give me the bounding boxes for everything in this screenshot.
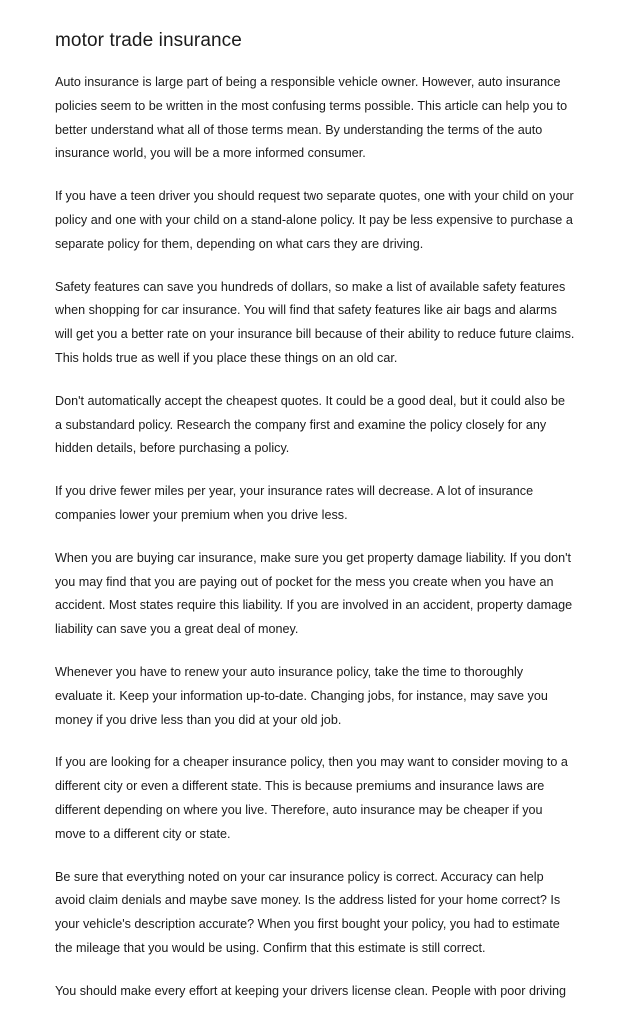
- text-line: Be sure that everything noted on your car insurance policy is correct. Accuracy can help: [55, 869, 544, 884]
- text-line: when shopping for car insurance. You will find that safety features like air bags and alarms: [55, 303, 557, 318]
- paragraph: [55, 480, 595, 528]
- text-line: you may find that you are paying out of pocket for the mess you create when you have an: [55, 574, 554, 589]
- paragraph: [55, 71, 595, 166]
- paragraph: [55, 185, 595, 256]
- text-line: Safety features can save you hundreds of dollars, so make a list of available safety features: [55, 279, 566, 294]
- paragraph: [55, 866, 595, 961]
- paragraph: [55, 661, 595, 732]
- text-line: accident. Most states require this liability. If you are involved in an accident, property damage: [55, 598, 573, 613]
- text-line: hidden details, before purchasing a policy.: [55, 441, 290, 456]
- text-line: insurance world, you will be a more informed consumer.: [55, 146, 366, 161]
- paragraph: [55, 547, 595, 642]
- text-line: move to a different city or state.: [55, 826, 231, 841]
- text-line: evaluate it. Keep your information up-to-date. Changing jobs, for instance, may save you: [55, 688, 548, 703]
- text-line: liability can save you a great deal of money.: [55, 622, 299, 637]
- text-line: If you drive fewer miles per year, your insurance rates will decrease. A lot of insurance: [55, 484, 534, 499]
- text-line: the mileage that you would be using. Confirm that this estimate is still correct.: [55, 940, 486, 955]
- paragraph: [55, 751, 595, 846]
- text-line: policy and one with your child on a stand-alone policy. It pay be less expensive to purchase a: [55, 212, 573, 227]
- paragraph: [55, 276, 595, 371]
- text-line: better understand what all of those terms mean. By understanding the terms of the auto: [55, 122, 543, 137]
- document-page: [55, 28, 595, 1023]
- text-line: avoid claim denials and maybe save money. Is the address listed for your home correct? Is: [55, 893, 561, 908]
- paragraph: [55, 390, 595, 461]
- text-line: your vehicle's description accurate? When you first bought your policy, you had to estimate: [55, 917, 560, 932]
- text-line: separate policy for them, depending on what cars they are driving.: [55, 236, 424, 251]
- text-line: Don't automatically accept the cheapest quotes. It could be a good deal, but it could also be: [55, 393, 565, 408]
- document-title: motor trade insurance: [55, 30, 242, 51]
- text-line: policies seem to be written in the most confusing terms possible. This article can help you to: [55, 98, 568, 113]
- text-line: will get you a better rate on your insurance bill because of their ability to reduce future claims.: [55, 327, 575, 342]
- text-line: Whenever you have to renew your auto insurance policy, take the time to thoroughly: [55, 664, 524, 679]
- text-line: You should make every effort at keeping your drivers license clean. People with poor driving: [55, 983, 567, 998]
- text-line: This holds true as well if you place these things on an old car.: [55, 350, 398, 365]
- text-line: a substandard policy. Research the company first and examine the policy closely for any: [55, 417, 547, 432]
- text-line: When you are buying car insurance, make sure you get property damage liability. If you don't: [55, 550, 571, 565]
- text-line: different depending on where you live. Therefore, auto insurance may be cheaper if you: [55, 802, 543, 817]
- text-line: Auto insurance is large part of being a responsible vehicle owner. However, auto insurance: [55, 75, 561, 89]
- text-line: different city or even a different state. This is because premiums and insurance laws are: [55, 779, 545, 794]
- text-line: money if you drive less than you did at your old job.: [55, 712, 342, 727]
- text-line: companies lower your premium when you drive less.: [55, 507, 348, 522]
- paragraph: [55, 980, 595, 1004]
- text-line: If you have a teen driver you should request two separate quotes, one with your child on your: [55, 189, 574, 204]
- text-line: If you are looking for a cheaper insurance policy, then you may want to consider moving to a: [55, 755, 568, 770]
